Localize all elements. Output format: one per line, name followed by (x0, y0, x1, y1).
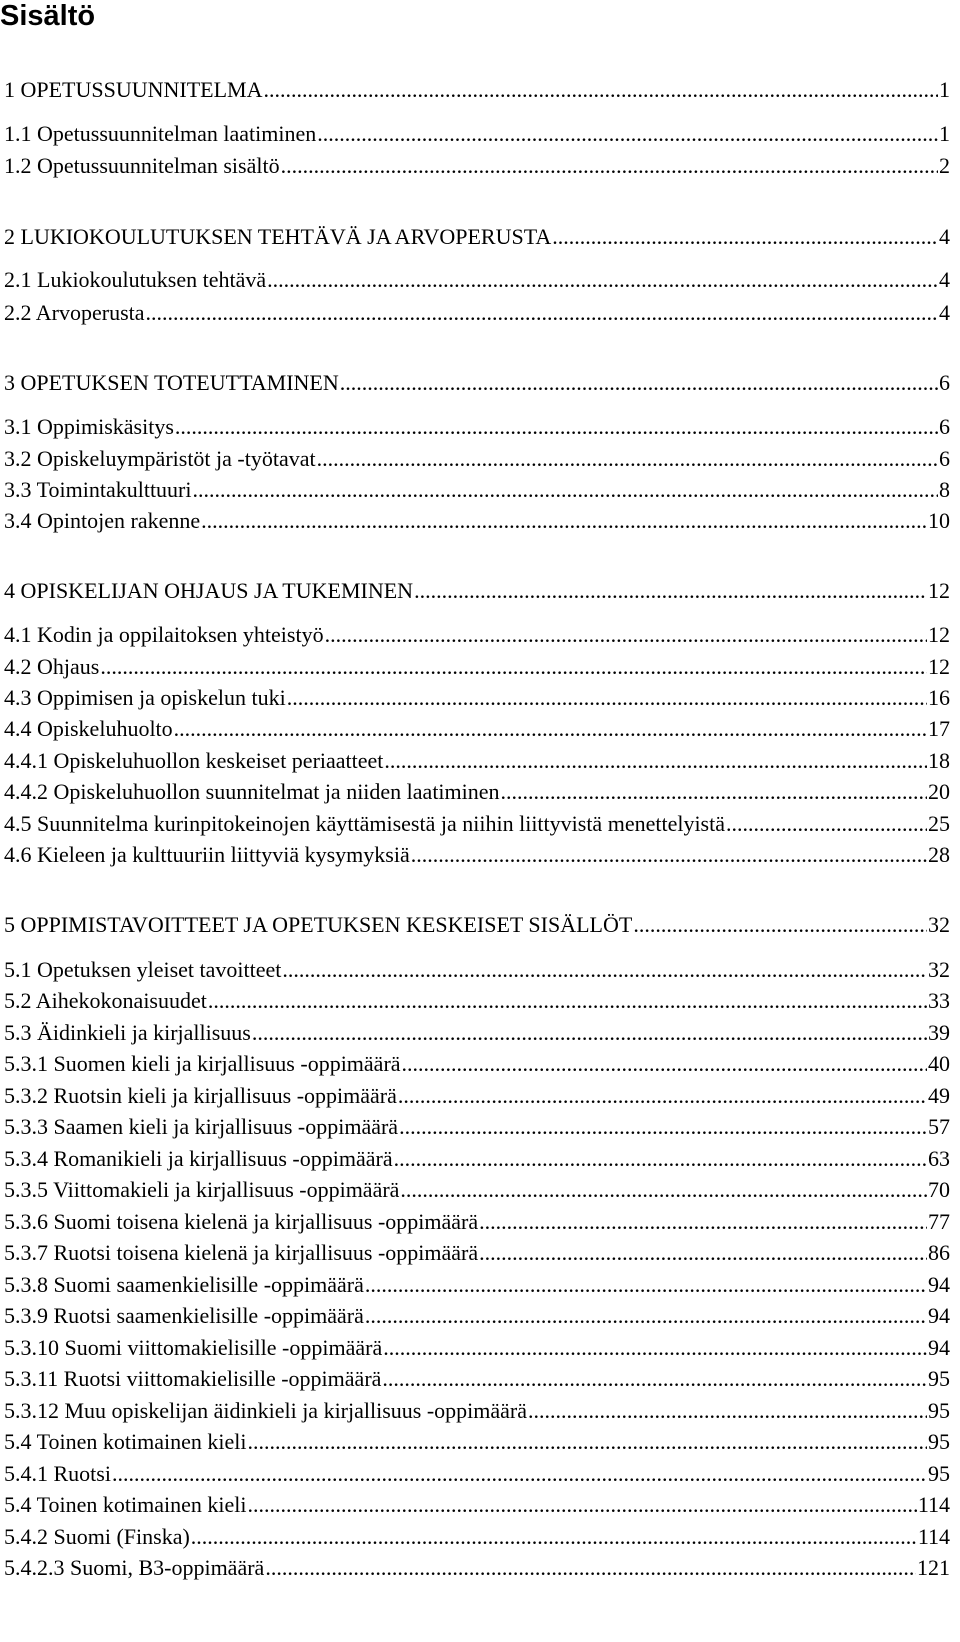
toc-entry-page: 20 (928, 779, 950, 804)
leader-dots (365, 1270, 927, 1300)
leader-dots (267, 265, 938, 295)
toc-entry-page: 6 (939, 446, 950, 471)
toc-entry-label: 4.1 Kodin ja oppilaitoksen yhteistyö (4, 622, 324, 647)
toc-entry[interactable] (4, 777, 950, 807)
toc-entry-page: 114 (917, 1492, 950, 1517)
toc-entry-page: 8 (939, 477, 950, 502)
toc-entry-label: 2.1 Lukiokoulutuksen tehtävä (4, 267, 267, 292)
toc-entry-page: 1 (939, 121, 950, 146)
toc-entry-label: 1 OPETUSSUUNNITELMA (4, 77, 263, 102)
toc-entry-label: 5.3.5 Viittomakieli ja kirjallisuus -oppimäärä (4, 1177, 400, 1202)
toc-entry-label: 2.2 Arvoperusta (4, 300, 145, 325)
toc-entry[interactable] (4, 652, 950, 682)
toc-entry[interactable] (4, 986, 950, 1016)
toc-entry[interactable] (4, 576, 950, 606)
page-title: Sisältö (0, 0, 96, 32)
leader-dots (317, 444, 938, 474)
toc-entry-page: 49 (928, 1083, 950, 1108)
leader-dots (317, 119, 938, 149)
toc-entry[interactable] (4, 1081, 950, 1111)
toc-entry-label: 5.4 Toinen kotimainen kieli (4, 1429, 247, 1454)
leader-dots (146, 298, 938, 328)
toc-entry[interactable] (4, 1018, 950, 1048)
leader-dots (411, 840, 927, 870)
toc-entry[interactable] (4, 1144, 950, 1174)
leader-dots (399, 1112, 927, 1142)
toc-entry-label: 5.3.7 Ruotsi toisena kielenä ja kirjallisuus -oppimäärä (4, 1240, 479, 1265)
leader-dots (384, 746, 927, 776)
toc-entry-label: 4.5 Suunnitelma kurinpitokeinojen käyttämisestä ja niihin liittyvistä menettelyistä (4, 811, 725, 836)
toc-entry[interactable] (4, 265, 950, 295)
toc-entry[interactable] (4, 119, 950, 149)
toc-entry-label: 4.6 Kieleen ja kulttuuriin liittyviä kysymyksiä (4, 842, 410, 867)
leader-dots (264, 75, 939, 105)
toc-entry-page: 94 (928, 1335, 950, 1360)
toc-entry-page: 39 (928, 1020, 950, 1045)
toc-entry[interactable] (4, 1396, 950, 1426)
toc-entry-page: 25 (928, 811, 950, 836)
toc-entry[interactable] (4, 1238, 950, 1268)
toc-entry-label: 5.4.2 Suomi (Finska) (4, 1524, 190, 1549)
toc-entry-page: 6 (939, 370, 950, 395)
toc-entry[interactable] (4, 840, 950, 870)
toc-entry[interactable] (4, 222, 950, 252)
toc-entry-page: 28 (928, 842, 950, 867)
toc-entry-label: 5 OPPIMISTAVOITTEET JA OPETUKSEN KESKEISET SISÄLLÖT (4, 912, 633, 937)
toc-entry-page: 4 (939, 224, 950, 249)
toc-entry[interactable] (4, 1427, 950, 1457)
toc-entry[interactable] (4, 475, 950, 505)
toc-entry-label: 5.4 Toinen kotimainen kieli (4, 1492, 247, 1517)
leader-dots (501, 777, 927, 807)
toc-entry-label: 1.2 Opetussuunnitelman sisältö (4, 153, 280, 178)
toc-entry-page: 18 (928, 748, 950, 773)
toc-entry-label: 4.4.1 Opiskeluhuollon keskeiset periaatteet (4, 748, 384, 773)
toc-entry[interactable] (4, 1270, 950, 1300)
leader-dots (247, 1427, 927, 1457)
toc-entry[interactable] (4, 746, 950, 776)
leader-dots (174, 714, 927, 744)
leader-dots (282, 955, 927, 985)
toc-entry-page: 12 (928, 578, 950, 603)
toc-entry-page: 95 (928, 1429, 950, 1454)
toc-entry-label: 4 OPISKELIJAN OHJAUS JA TUKEMINEN (4, 578, 414, 603)
toc-entry-label: 5.4.1 Ruotsi (4, 1461, 111, 1486)
toc-entry-page: 94 (928, 1303, 950, 1328)
toc-entry-label: 5.3.3 Saamen kieli ja kirjallisuus -oppimäärä (4, 1114, 399, 1139)
toc-entry-page: 17 (928, 716, 950, 741)
toc-entry[interactable] (4, 1112, 950, 1142)
leader-dots (528, 1396, 927, 1426)
toc-entry-page: 6 (939, 414, 950, 439)
leader-dots (340, 368, 938, 398)
toc-entry-page: 70 (928, 1177, 950, 1202)
toc-entry-page: 4 (939, 300, 950, 325)
toc-entry[interactable] (4, 151, 950, 181)
leader-dots (552, 222, 938, 252)
leader-dots (112, 1459, 927, 1489)
toc-entry-page: 114 (917, 1524, 950, 1549)
toc-entry-label: 5.3.9 Ruotsi saamenkielisille -oppimäärä (4, 1303, 364, 1328)
toc-entry-label: 5.3.4 Romanikieli ja kirjallisuus -oppimäärä (4, 1146, 393, 1171)
toc-entry-label: 3.1 Oppimiskäsitys (4, 414, 174, 439)
toc-entry-label: 5.2 Aihekokonaisuudet (4, 988, 207, 1013)
toc-entry[interactable] (4, 1522, 950, 1552)
toc-entry-label: 5.3.10 Suomi viittomakielisille -oppimäärä (4, 1335, 383, 1360)
toc-entry[interactable] (4, 368, 950, 398)
toc-entry-label: 5.3.2 Ruotsin kieli ja kirjallisuus -oppimäärä (4, 1083, 397, 1108)
toc-entry[interactable] (4, 1333, 950, 1363)
leader-dots (726, 809, 927, 839)
toc-entry-page: 12 (928, 654, 950, 679)
toc-entry[interactable] (4, 620, 950, 650)
toc-entry-label: 1.1 Opetussuunnitelman laatiminen (4, 121, 317, 146)
toc-entry-label: 4.2 Ohjaus (4, 654, 100, 679)
toc-entry-label: 5.3.1 Suomen kieli ja kirjallisuus -oppimäärä (4, 1051, 401, 1076)
toc-entry-page: 4 (939, 267, 950, 292)
leader-dots (394, 1144, 927, 1174)
toc-entry-label: 5.3.6 Suomi toisena kielenä ja kirjallisuus -oppimäärä (4, 1209, 479, 1234)
toc-entry-label: 4.4.2 Opiskeluhuollon suunnitelmat ja niiden laatiminen (4, 779, 500, 804)
toc-entry-page: 77 (928, 1209, 950, 1234)
leader-dots (175, 412, 938, 442)
leader-dots (287, 683, 927, 713)
leader-dots (208, 986, 927, 1016)
toc-entry-page: 10 (928, 508, 950, 533)
toc-entry-page: 121 (917, 1555, 950, 1580)
toc-entry-page: 95 (928, 1461, 950, 1486)
leader-dots (265, 1553, 916, 1583)
toc-entry-page: 33 (928, 988, 950, 1013)
toc-entry[interactable] (4, 1207, 950, 1237)
toc-entry[interactable] (4, 75, 950, 105)
toc-entry-label: 5.3.8 Suomi saamenkielisille -oppimäärä (4, 1272, 364, 1297)
leader-dots (414, 576, 927, 606)
leader-dots (100, 652, 927, 682)
toc-entry-page: 86 (928, 1240, 950, 1265)
leader-dots (402, 1049, 927, 1079)
toc-entry-label: 5.3 Äidinkieli ja kirjallisuus (4, 1020, 251, 1045)
toc-entry[interactable] (4, 910, 950, 940)
toc-entry-label: 4.3 Oppimisen ja opiskelun tuki (4, 685, 286, 710)
toc-entry[interactable] (4, 1364, 950, 1394)
toc-entry-page: 12 (928, 622, 950, 647)
toc-entry-page: 40 (928, 1051, 950, 1076)
toc-entry-page: 32 (928, 912, 950, 937)
leader-dots (400, 1175, 927, 1205)
leader-dots (193, 475, 939, 505)
toc-entry[interactable] (4, 506, 950, 536)
toc-entry-page: 95 (928, 1366, 950, 1391)
toc-entry-page: 32 (928, 957, 950, 982)
leader-dots (191, 1522, 917, 1552)
leader-dots (325, 620, 927, 650)
toc-entry[interactable] (4, 1490, 950, 1520)
leader-dots (398, 1081, 927, 1111)
toc-entry-label: 3.2 Opiskeluympäristöt ja -työtavat (4, 446, 316, 471)
toc-entry-label: 3.4 Opintojen rakenne (4, 508, 201, 533)
toc-entry-page: 57 (928, 1114, 950, 1139)
toc-entry[interactable] (4, 1301, 950, 1331)
toc-entry[interactable] (4, 1049, 950, 1079)
toc-entry-label: 4.4 Opiskeluhuolto (4, 716, 173, 741)
toc-entry[interactable] (4, 809, 950, 839)
toc-entry-label: 3.3 Toimintakulttuuri (4, 477, 192, 502)
toc-entry[interactable] (4, 683, 950, 713)
toc-entry-label: 5.3.12 Muu opiskelijan äidinkieli ja kirjallisuus -oppimäärä (4, 1398, 528, 1423)
toc-entry-page: 95 (928, 1398, 950, 1423)
toc-entry[interactable] (4, 298, 950, 328)
leader-dots (281, 151, 938, 181)
toc-entry-label: 5.1 Opetuksen yleiset tavoitteet (4, 957, 282, 982)
toc-entry-label: 3 OPETUKSEN TOTEUTTAMINEN (4, 370, 339, 395)
toc-entry[interactable] (4, 1175, 950, 1205)
toc-entry[interactable] (4, 1459, 950, 1489)
leader-dots (247, 1490, 916, 1520)
leader-dots (633, 910, 927, 940)
leader-dots (382, 1364, 927, 1394)
toc-entry[interactable] (4, 714, 950, 744)
toc-entry-page: 1 (939, 77, 950, 102)
toc-entry-page: 2 (939, 153, 950, 178)
toc-entry[interactable] (4, 444, 950, 474)
toc-entry[interactable] (4, 955, 950, 985)
toc-entry-page: 16 (928, 685, 950, 710)
toc-entry-page: 63 (928, 1146, 950, 1171)
toc-entry-label: 5.4.2.3 Suomi, B3-oppimäärä (4, 1555, 265, 1580)
leader-dots (479, 1238, 927, 1268)
toc-entry-label: 2 LUKIOKOULUTUKSEN TEHTÄVÄ JA ARVOPERUSTA (4, 224, 552, 249)
leader-dots (252, 1018, 927, 1048)
leader-dots (201, 506, 927, 536)
leader-dots (479, 1207, 927, 1237)
leader-dots (383, 1333, 927, 1363)
toc-entry[interactable] (4, 412, 950, 442)
toc-entry-page: 94 (928, 1272, 950, 1297)
toc-entry[interactable] (4, 1553, 950, 1583)
leader-dots (365, 1301, 927, 1331)
toc-entry-label: 5.3.11 Ruotsi viittomakielisille -oppimäärä (4, 1366, 382, 1391)
